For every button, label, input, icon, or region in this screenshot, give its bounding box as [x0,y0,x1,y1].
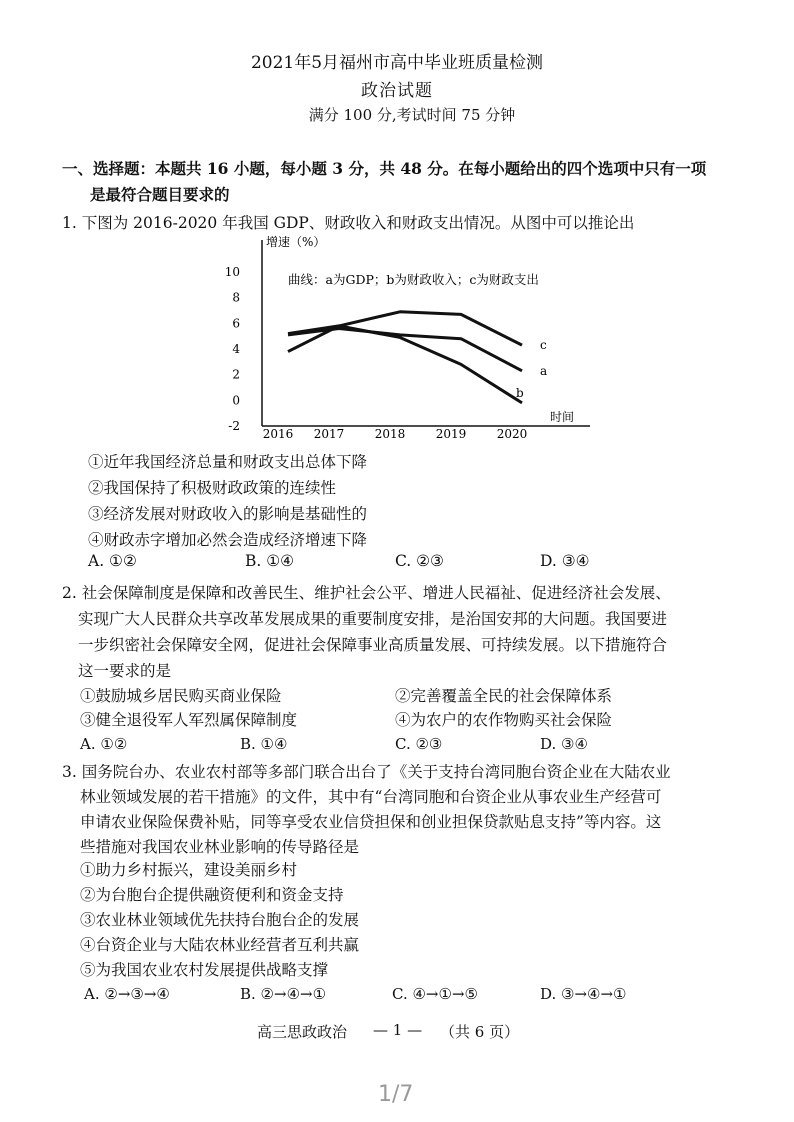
exam-info: 满分 100 分,考试时间 75 分钟 [308,106,516,124]
q1-option: C. ②③ [395,552,444,570]
y-tick-label: 0 [232,393,240,408]
q3-option: B. ②→④→① [240,985,327,1003]
q2-text-line: 一步织密社会保障安全网，促进社会保障事业高质量发展、可持续发展。以下措施符合 [78,636,668,654]
x-axis-label: 时间 [550,410,575,424]
q3-text-line: 3. 国务院台办、农业农村部等多部门联合出台了《关于支持台湾同胞台资企业在大陆农业 [62,763,671,781]
q3-statement: ③农业林业领域优先扶持台胞台企的发展 [80,911,360,929]
q2-statement: ②完善覆盖全民的社会保障体系 [395,687,613,705]
y-tick-label: 6 [232,316,240,331]
q2-option: C. ②③ [395,735,443,753]
q1-option: D. ③④ [540,552,590,570]
q3-statement: ⑤为我国农业农村发展提供战略支撑 [80,961,329,979]
q2-option: B. ①④ [240,735,288,753]
q3-text-line: 申请农业保险保费补贴，同等享受农业信贷担保和创业担保贷款贴息支持”等内容。这 [80,813,662,831]
y-tick-label: -2 [228,419,240,433]
series-label-c: c [540,338,547,353]
q1-option: A. ①② [88,552,137,570]
x-tick-label: 2017 [313,427,345,441]
q2-option: A. ①② [80,735,128,753]
q1-stem: 1. 下图为 2016-2020 年我国 GDP、财政收入和财政支出情况。从图中可以推论出 [62,214,635,232]
footer-total-pages: （共 6 页） [440,1023,520,1041]
q3-statement: ①助力乡村振兴，建设美丽乡村 [80,861,298,879]
y-tick-label: 10 [224,265,240,279]
q3-option: A. ②→③→④ [84,985,170,1003]
q1-statement: ④财政赤字增加必然会造成经济增速下降 [88,531,368,549]
q2-statement: ③健全退役军人军烈属保障制度 [80,711,298,729]
q2-text-line: 2. 社会保障制度是保障和改善民生、维护社会公平、增进人民福祉、促进经济社会发展、 [62,584,671,602]
y-tick-label: 2 [232,367,240,382]
q2-statement: ①鼓励城乡居民购买商业保险 [80,687,282,705]
chart-legend: 曲线：a为GDP；b为财政收入；c为财政支出 [288,272,539,287]
y-axis-label: 增速（%） [266,235,326,249]
page-indicator: 1/7 [378,1082,414,1107]
footer-page-number: — 1 — [373,1021,423,1039]
series-line-b [288,326,522,403]
q2-statement: ④为农户的农作物购买社会保险 [395,711,613,729]
q3-statement: ②为台胞台企提供融资便利和资金支持 [80,886,344,904]
q1-option: B. ①④ [245,552,295,570]
x-tick-label: 2018 [374,427,406,441]
q1-statement: ①近年我国经济总量和财政支出总体下降 [88,453,368,471]
series-label-a: a [540,363,548,378]
q3-text-line: 些措施对我国农业林业影响的传导路径是 [80,838,360,856]
x-tick-label: 2019 [435,427,467,441]
q3-option: C. ④→①→⑤ [392,985,478,1003]
section-heading-line1: 一、选择题：本题共 16 小题，每小题 3 分，共 48 分。在每小题给出的四个选项中只有一项 [62,159,707,178]
q2-text-line: 实现广大人民群众共享改革发展成果的重要制度安排，是治国安邦的大问题。我国要进 [78,610,668,628]
x-tick-label: 2020 [496,427,528,441]
q3-statement: ④台资企业与大陆农林业经营者互利共赢 [80,936,360,954]
q2-option: D. ③④ [540,735,588,753]
series-label-b: b [516,385,524,400]
q3-option: D. ③→④→① [540,985,627,1003]
section-heading-line2: 是最符合题目要求的 [90,185,230,204]
q2-text-line: 这一要求的是 [78,662,172,680]
exam-title: 2021年5月福州市高中毕业班质量检测 [250,53,544,73]
exam-subject: 政治试题 [361,81,433,101]
q1-statement: ③经济发展对财政收入的影响是基础性的 [88,505,368,523]
q3-text-line: 林业领域发展的若干措施》的文件，其中有“台湾同胞和台资企业从事农业生产经营可 [80,788,662,806]
footer-subject: 高三思政政治 [257,1023,348,1041]
y-tick-label: 4 [232,342,240,356]
y-tick-label: 8 [232,290,240,305]
q1-statement: ②我国保持了积极财政政策的连续性 [88,479,337,497]
x-tick-label: 2016 [262,427,294,441]
q1-line-chart [210,232,600,442]
